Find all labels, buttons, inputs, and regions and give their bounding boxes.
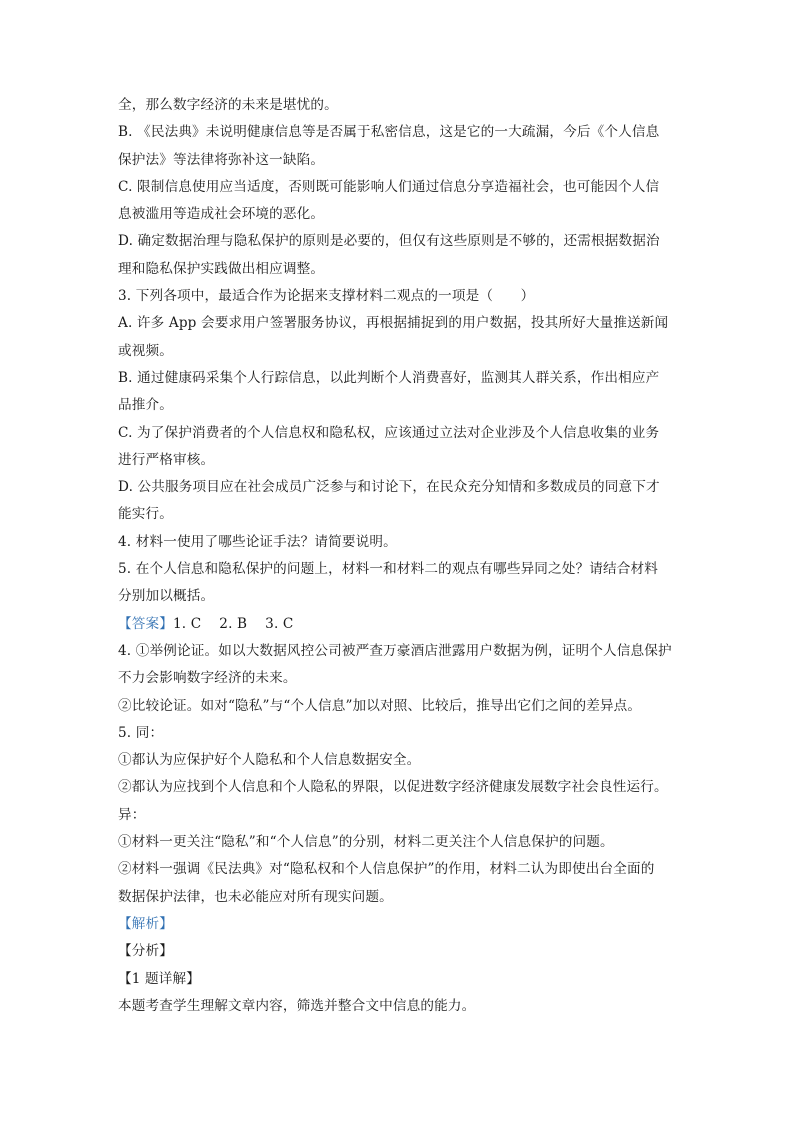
text-line: ①材料一更关注“隐私”和“个人信息”的分别，材料二更关注个人信息保护的问题。 — [118, 834, 614, 851]
text-line: 数据保护法律，也未必能应对所有现实问题。 — [118, 888, 393, 905]
answer-line — [118, 611, 678, 638]
text-line: 分别加以概括。 — [118, 588, 215, 605]
option-b: B. 《民法典》未说明健康信息等是否属于私密信息，这是它的一大疏漏，今后《个人信息 — [118, 124, 660, 141]
text-line: ②都认为应找到个人信息和个人隐私的界限，以促进数字经济健康发展数字社会良性运行。 — [118, 779, 668, 796]
answer-label: 【答案】 — [118, 615, 173, 632]
text-line: 能实行。 — [118, 506, 173, 523]
text-line: ②比较论证。如对“隐私”与“个人信息”加以对照、比较后，推导出它们之间的差异点。 — [118, 697, 642, 714]
fenxi-label: 【分析】 — [118, 943, 173, 960]
q3-option-d: D. 公共服务项目应在社会成员广泛参与和讨论下，在民众充分知情和多数成员的同意下才 — [118, 479, 660, 496]
text-line: 理和隐私保护实践做出相应调整。 — [118, 260, 325, 277]
q3-option-c: C. 为了保护消费者的个人信息权和隐私权，应该通过立法对企业涉及个人信息收集的业务 — [118, 424, 660, 441]
answer-4-line: 4. ①举例论证。如以大数据风控公司被严查万豪酒店泄露用户数据为例，证明个人信息保护 — [118, 642, 672, 659]
q3-option-a: A. 许多 App 会要求用户签署服务协议，再根据捕捉到的用户数据，投其所好大量推送新闻 — [118, 315, 669, 332]
answer-2: 2. B — [219, 615, 248, 632]
text-line: ②材料一强调《民法典》对“隐私权和个人信息保护”的作用，材料二认为即使出台全面的 — [118, 861, 655, 878]
text-line: 保护法》等法律将弥补这一缺陷。 — [118, 151, 325, 168]
answer-3: 3. C — [265, 615, 294, 632]
analysis-label: 【解析】 — [118, 915, 173, 932]
text-line: 全，那么数字经济的未来是堪忧的。 — [118, 97, 338, 113]
text-line: 息被滥用等造成社会环境的恶化。 — [118, 206, 325, 223]
question-3: 3. 下列各项中，最适合作为论据来支撑材料二观点的一项是（ ） — [118, 288, 535, 305]
text-line: 品推介。 — [118, 397, 173, 414]
question-5: 5. 在个人信息和隐私保护的问题上，材料一和材料二的观点有哪些异同之处？请结合材料 — [118, 561, 659, 578]
answer-1: 1. C — [172, 615, 202, 632]
detail-label: 【1 题详解】 — [118, 970, 200, 987]
option-c: C. 限制信息使用应当适度，否则既可能影响人们通过信息分享造福社会，也可能因个人信 — [118, 178, 660, 195]
text-line: ①都认为应保护好个人隐私和个人信息数据安全。 — [118, 752, 421, 769]
text-line: 进行严格审核。 — [118, 451, 215, 468]
detail-text: 本题考查学生理解文章内容，筛选并整合文中信息的能力。 — [118, 997, 476, 1014]
option-d: D. 确定数据治理与隐私保护的原则是必要的，但仅有这些原则是不够的，还需根据数据治 — [118, 233, 660, 250]
q3-option-b: B. 通过健康码采集个人行踪信息，以此判断个人消费喜好，监测其人群关系，作出相应产 — [118, 369, 660, 386]
text-line: 或视频。 — [118, 342, 173, 359]
document-page — [118, 92, 678, 1020]
text-line: 不力会影响数字经济的未来。 — [118, 670, 297, 687]
answer-5-line: 5. 同： — [118, 724, 164, 741]
question-4: 4. 材料一使用了哪些论证手法？请简要说明。 — [118, 533, 397, 550]
text-line: 异： — [118, 806, 146, 823]
